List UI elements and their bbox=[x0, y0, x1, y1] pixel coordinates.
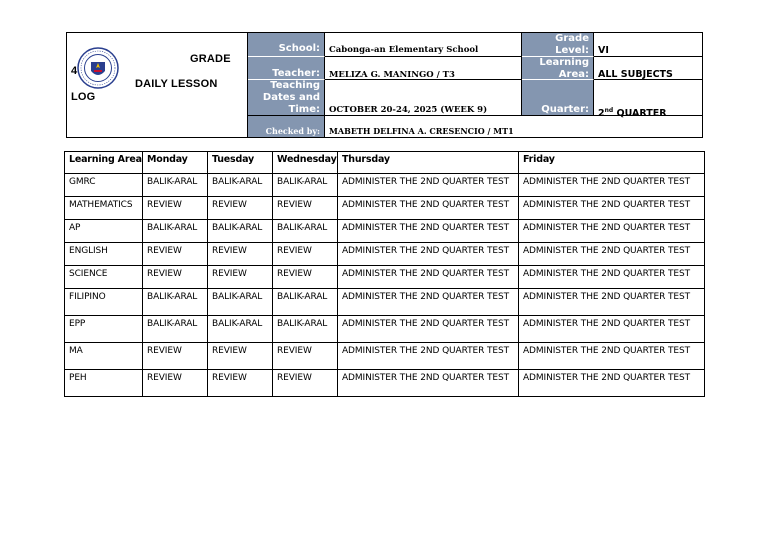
table-cell: BALIK-ARAL bbox=[273, 174, 338, 197]
table-cell: REVIEW bbox=[143, 370, 208, 397]
table-row bbox=[65, 220, 705, 243]
header-divider bbox=[247, 115, 702, 116]
header-divider bbox=[594, 56, 702, 57]
table-row bbox=[65, 289, 705, 316]
table-cell: BALIK-ARAL bbox=[143, 220, 208, 243]
table-cell: ADMINISTER THE 2ND QUARTER TEST bbox=[519, 197, 705, 220]
header-divider bbox=[247, 33, 248, 137]
learning-area-cell: MATHEMATICS bbox=[65, 197, 143, 220]
table-row bbox=[65, 370, 705, 397]
table-cell: ADMINISTER THE 2ND QUARTER TEST bbox=[338, 343, 519, 370]
learning-area-cell: GMRC bbox=[65, 174, 143, 197]
deped-seal-icon bbox=[77, 47, 119, 89]
table-row bbox=[65, 174, 705, 197]
table-cell: REVIEW bbox=[273, 370, 338, 397]
table-cell: BALIK-ARAL bbox=[143, 316, 208, 343]
table-cell: REVIEW bbox=[143, 343, 208, 370]
table-cell: BALIK-ARAL bbox=[143, 289, 208, 316]
quarter-value: 2nd QUARTER bbox=[598, 107, 667, 120]
table-row bbox=[65, 266, 705, 289]
grade-level-label: Grade Level: bbox=[522, 33, 594, 57]
learning-area-value: ALL SUBJECTS bbox=[598, 69, 673, 80]
learning-area-cell: MA bbox=[65, 343, 143, 370]
table-cell: ADMINISTER THE 2ND QUARTER TEST bbox=[338, 197, 519, 220]
table-row bbox=[65, 343, 705, 370]
table-row bbox=[65, 197, 705, 220]
learning-area-cell: EPP bbox=[65, 316, 143, 343]
table-cell: ADMINISTER THE 2ND QUARTER TEST bbox=[519, 174, 705, 197]
table-cell: REVIEW bbox=[273, 266, 338, 289]
daily-lesson-title: DAILY LESSON bbox=[135, 78, 218, 90]
col-header-monday: Monday bbox=[143, 152, 208, 174]
table-row bbox=[65, 243, 705, 266]
table-cell: BALIK-ARAL bbox=[273, 220, 338, 243]
teaching-dates-label: Teaching Dates and Time: bbox=[248, 80, 325, 116]
table-cell: ADMINISTER THE 2ND QUARTER TEST bbox=[338, 289, 519, 316]
school-label: School: bbox=[248, 33, 325, 57]
table-cell: ADMINISTER THE 2ND QUARTER TEST bbox=[338, 266, 519, 289]
table-cell: REVIEW bbox=[143, 266, 208, 289]
header-divider bbox=[325, 79, 522, 80]
table-cell: REVIEW bbox=[208, 370, 273, 397]
table-cell: ADMINISTER THE 2ND QUARTER TEST bbox=[338, 316, 519, 343]
table-cell: BALIK-ARAL bbox=[273, 289, 338, 316]
header-divider bbox=[325, 56, 522, 57]
col-header-tuesday: Tuesday bbox=[208, 152, 273, 174]
table-cell: REVIEW bbox=[273, 197, 338, 220]
grade-level-value: VI bbox=[598, 45, 609, 56]
table-cell: ADMINISTER THE 2ND QUARTER TEST bbox=[338, 370, 519, 397]
log-title: LOG bbox=[71, 91, 96, 103]
table-cell: REVIEW bbox=[208, 343, 273, 370]
table-cell: ADMINISTER THE 2ND QUARTER TEST bbox=[519, 289, 705, 316]
quarter-label: Quarter: bbox=[522, 80, 594, 116]
table-cell: BALIK-ARAL bbox=[143, 174, 208, 197]
table-cell: ADMINISTER THE 2ND QUARTER TEST bbox=[338, 243, 519, 266]
teacher-label: Teacher: bbox=[248, 57, 325, 80]
header-divider bbox=[521, 33, 522, 116]
table-cell: REVIEW bbox=[273, 343, 338, 370]
table-cell: BALIK-ARAL bbox=[208, 220, 273, 243]
dates-value: OCTOBER 20-24, 2025 (WEEK 9) bbox=[329, 105, 488, 115]
table-cell: REVIEW bbox=[143, 197, 208, 220]
checked-by-value: MABETH DELFINA A. CRESENCIO / MT1 bbox=[329, 126, 514, 136]
col-header-thursday: Thursday bbox=[338, 152, 519, 174]
col-header-learning-area: Learning Area bbox=[65, 152, 143, 174]
table-cell: ADMINISTER THE 2ND QUARTER TEST bbox=[519, 220, 705, 243]
table-row bbox=[65, 316, 705, 343]
table-cell: ADMINISTER THE 2ND QUARTER TEST bbox=[519, 243, 705, 266]
table-header-row bbox=[65, 152, 705, 174]
table-cell: REVIEW bbox=[208, 197, 273, 220]
learning-area-cell: SCIENCE bbox=[65, 266, 143, 289]
table-cell: ADMINISTER THE 2ND QUARTER TEST bbox=[338, 220, 519, 243]
lesson-plan-table bbox=[64, 151, 705, 397]
table-cell: REVIEW bbox=[208, 243, 273, 266]
logo-cell bbox=[67, 33, 248, 137]
table-cell: REVIEW bbox=[208, 266, 273, 289]
col-header-wednesday: Wednesday bbox=[273, 152, 338, 174]
checked-by-label: Checked by: bbox=[248, 116, 325, 137]
learning-area-cell: FILIPINO bbox=[65, 289, 143, 316]
table-cell: BALIK-ARAL bbox=[208, 174, 273, 197]
table-cell: BALIK-ARAL bbox=[208, 289, 273, 316]
learning-area-cell: PEH bbox=[65, 370, 143, 397]
learning-area-cell: ENGLISH bbox=[65, 243, 143, 266]
teacher-value: MELIZA G. MANINGO / T3 bbox=[329, 70, 455, 80]
table-cell: ADMINISTER THE 2ND QUARTER TEST bbox=[519, 343, 705, 370]
learning-area-label: Learning Area: bbox=[522, 57, 594, 80]
school-value: Cabonga-an Elementary School bbox=[329, 45, 479, 55]
logo-number: 4 bbox=[71, 65, 78, 77]
table-cell: REVIEW bbox=[143, 243, 208, 266]
table-cell: ADMINISTER THE 2ND QUARTER TEST bbox=[519, 370, 705, 397]
learning-area-cell: AP bbox=[65, 220, 143, 243]
table-cell: ADMINISTER THE 2ND QUARTER TEST bbox=[338, 174, 519, 197]
header-block bbox=[66, 32, 703, 138]
table-cell: ADMINISTER THE 2ND QUARTER TEST bbox=[519, 316, 705, 343]
header-divider bbox=[594, 79, 702, 80]
table-cell: REVIEW bbox=[273, 243, 338, 266]
table-cell: BALIK-ARAL bbox=[208, 316, 273, 343]
col-header-friday: Friday bbox=[519, 152, 705, 174]
table-cell: BALIK-ARAL bbox=[273, 316, 338, 343]
table-cell: ADMINISTER THE 2ND QUARTER TEST bbox=[519, 266, 705, 289]
grade-title: GRADE bbox=[190, 53, 231, 65]
